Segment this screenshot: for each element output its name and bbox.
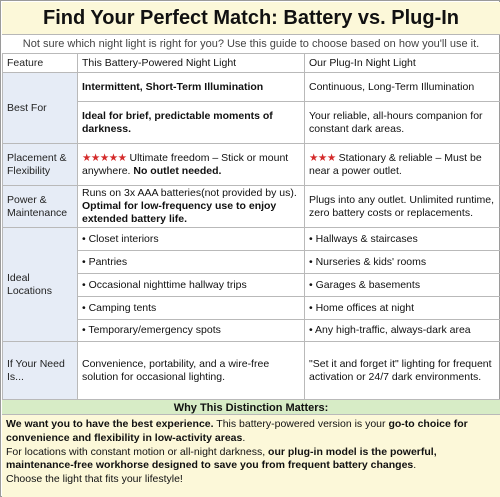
row-label-locations: Ideal Locations	[3, 228, 78, 342]
rating-stars-icon: ★★★★★	[82, 151, 127, 164]
best-for-battery-headline: Intermittent, Short-Term Illumination	[78, 73, 305, 102]
header-plugin: Our Plug-In Night Light	[305, 54, 500, 73]
placement-battery	[78, 144, 305, 186]
location-plugin-item: • Hallways & staircases	[305, 228, 500, 251]
location-plugin-item: • Nurseries & kids' rooms	[305, 251, 500, 274]
location-plugin-item: • Home offices at night	[305, 297, 500, 320]
why-p2-text-a: For locations with constant motion or all-night darkness,	[6, 445, 269, 458]
why-heading: Why This Distinction Matters:	[2, 399, 500, 415]
table-row-location	[3, 320, 500, 342]
why-p2-text-b: .	[413, 459, 417, 472]
table-row-best-for-2	[3, 102, 500, 144]
best-for-plugin-detail: Your reliable, all-hours companion for constant dark areas.	[305, 102, 500, 144]
location-battery-item: • Closet interiors	[78, 228, 305, 251]
why-paragraph-3: Choose the light that fits your lifestyle!	[6, 473, 183, 486]
row-label-need: If Your Need Is...	[3, 342, 78, 400]
power-battery-bold: Optimal for low-frequency use to enjoy extended battery life.	[82, 200, 277, 225]
table-row-power	[3, 186, 500, 228]
table-row-need	[3, 342, 500, 400]
table-row-location	[3, 274, 500, 297]
table-row-location	[3, 251, 500, 274]
row-label-power: Power & Maintenance	[3, 186, 78, 228]
comparison-table	[2, 53, 500, 400]
row-label-best-for: Best For	[3, 73, 78, 144]
table-row-placement	[3, 144, 500, 186]
header-battery: This Battery-Powered Night Light	[78, 54, 305, 73]
power-battery-text: Runs on 3x AAA batteries(not provided by us).	[82, 187, 297, 199]
why-body	[2, 415, 500, 497]
need-plugin: "Set it and forget it" lighting for frequent activation or 24/7 dark environments.	[305, 342, 500, 400]
location-battery-item: • Camping tents	[78, 297, 305, 320]
page-title: Find Your Perfect Match: Battery vs. Plug-In	[2, 2, 500, 35]
power-plugin: Plugs into any outlet. Unlimited runtime, zero battery costs or replacements.	[305, 186, 500, 228]
table-row-best-for-1	[3, 73, 500, 102]
header-feature: Feature	[3, 54, 78, 73]
need-battery: Convenience, portability, and a wire-free solution for occasional lighting.	[78, 342, 305, 400]
power-battery	[78, 186, 305, 228]
placement-battery-bold: No outlet needed.	[133, 164, 222, 177]
location-battery-item: • Temporary/emergency spots	[78, 320, 305, 342]
why-paragraph-1	[6, 418, 496, 446]
location-plugin-item: • Garages & basements	[305, 274, 500, 297]
why-p2-bold-a: our plug-in model is the powerful, maintenance-free workhorse designed to save you from frequent battery changes	[6, 445, 437, 472]
why-p1-text-b: .	[242, 431, 246, 444]
best-for-plugin-headline: Continuous, Long-Term Illumination	[305, 73, 500, 102]
why-p1-text-a: This battery-powered version is your	[213, 418, 389, 430]
best-for-battery-detail: Ideal for brief, predictable moments of darkness.	[78, 102, 305, 144]
table-row-location	[3, 297, 500, 320]
why-p1-bold-a: We want you to have the best experience.	[6, 418, 214, 430]
location-battery-item: • Occasional nighttime hallway trips	[78, 274, 305, 297]
placement-plugin-text: Stationary & reliable – Must be near a power outlet.	[309, 151, 482, 177]
table-header-row	[3, 54, 500, 73]
row-label-placement: Placement & Flexibility	[3, 144, 78, 186]
placement-battery-text: Ultimate freedom – Stick or mount anywhere.	[82, 151, 289, 177]
location-plugin-item: • Any high-traffic, always-dark area	[305, 320, 500, 342]
why-paragraph-2	[6, 446, 496, 474]
rating-stars-icon: ★★★	[309, 151, 336, 164]
why-p1-bold-b: go-to choice for convenience and flexibility in low-activity areas	[6, 418, 468, 444]
placement-plugin	[305, 144, 500, 186]
table-row-location	[3, 228, 500, 251]
location-battery-item: • Pantries	[78, 251, 305, 274]
page-subtitle: Not sure which night light is right for you? Use this guide to choose based on how you'll use it.	[22, 38, 480, 50]
